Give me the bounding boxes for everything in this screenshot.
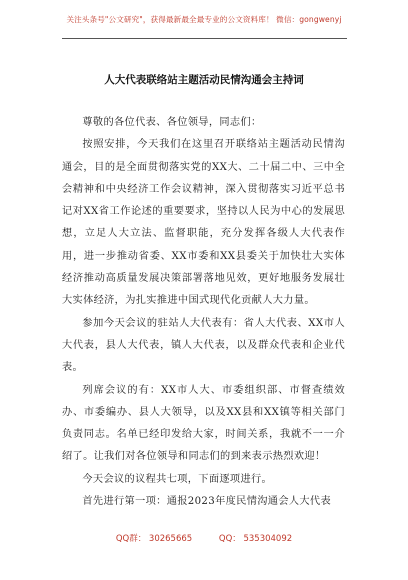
paragraph-observers: 列席会议的有：XX市人大、市委组织部、市督查绩效办、市委编办、县人大领导，以及XX县和XX镇等相关部门负责同志。名单已经印发给大家，时间关系，我就不一一介绍了。让我们对各位领导和同志们的到来表示热烈欢迎！ bbox=[62, 384, 345, 463]
paragraph-agenda: 今天会议的议程共七项，下面逐项进行。 bbox=[82, 473, 273, 485]
paragraph-attendees: 参加今天会议的驻站人大代表有：省人大代表、XX市人大代表，县人大代表，镇人大代表，以及群众代表和企业代表。 bbox=[62, 317, 345, 374]
paragraph-item-one: 首先进行第一项：通报2023年度民情沟通会人大代表 bbox=[82, 496, 332, 508]
header-divider bbox=[62, 38, 347, 39]
document-body bbox=[62, 112, 345, 513]
footer-contact bbox=[0, 532, 408, 544]
header-banner: 关注头条号"公文研究"，获得最新最全最专业的公文资料库！ 微信：gongwenyj bbox=[66, 15, 342, 24]
document-title: 人大代表联络站主题活动民情沟通会主持词 bbox=[104, 74, 304, 86]
footer-qq-number: QQ： 535304092 bbox=[218, 534, 293, 544]
footer-qq-group: QQ群： 30265665 bbox=[115, 534, 193, 544]
paragraph-salutation: 尊敬的各位代表、各位领导，同志们： bbox=[82, 117, 262, 128]
paragraph-purpose: 按照安排，今天我们在这里召开联络站主题活动民情沟通会，目的是全面贯彻落实党的XX大、二十届二中、三中全会精神和中央经济工作会议精神，深入贯彻落实习近平总书记对XX省工作论述的重要要求，坚持以人民为中心的发展思想，立足人大立法、监督职能，充分发挥各级人大代表作用，进一步推动省委、XX市委和XX县委关于加快壮大实体经济推动高质量发展决策部署落地见效，更好地服务发展壮大实体经济，为扎实推进中国式现代化贡献人大力量。 bbox=[62, 139, 345, 307]
